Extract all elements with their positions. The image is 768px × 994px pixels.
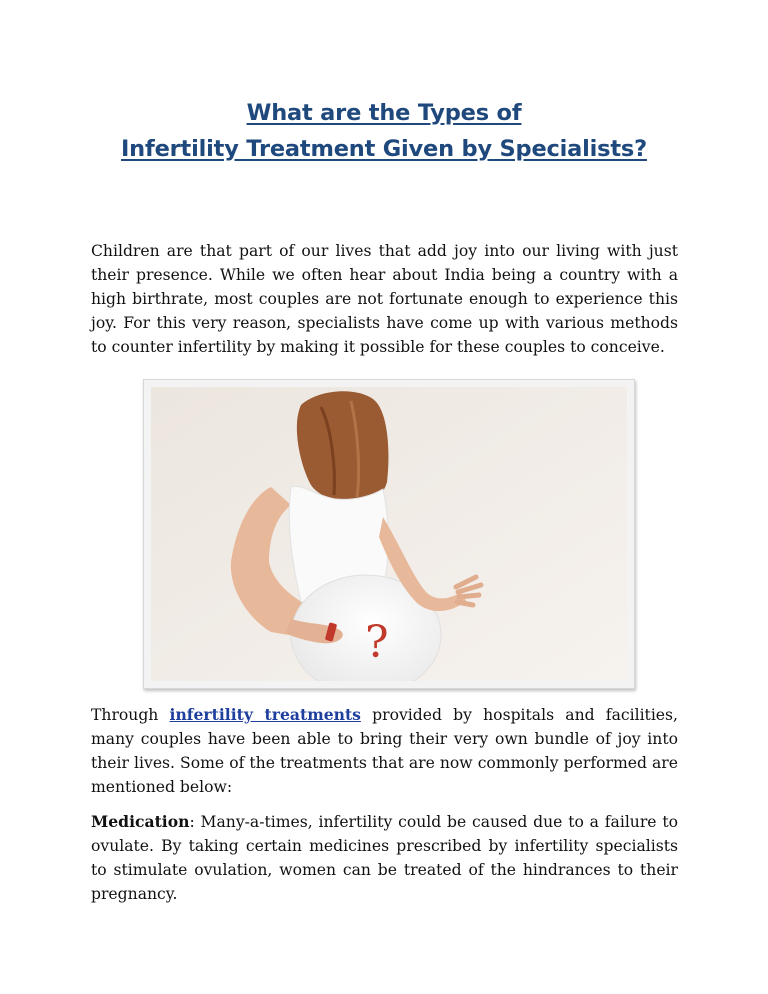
medication-term: Medication	[91, 812, 190, 831]
treatments-paragraph	[91, 703, 678, 799]
medication-paragraph	[91, 810, 678, 906]
intro-paragraph: Children are that part of our lives that add joy into our living with just their presence. While we often hear about India being a country with a high birthrate, most couples are not fortunate enough to experience this joy. For this very reason, specialists have come up with various methods to counter infertility by making it possible for these couples to conceive.	[91, 242, 678, 356]
woman-question-photo-icon	[151, 387, 627, 681]
infertility-treatments-link[interactable]: infertility treatments	[169, 705, 361, 724]
question-mark: ?	[365, 617, 389, 668]
title-line-1: What are the Types of	[246, 100, 522, 126]
medication-text: : Many-a-times, infertility could be caused due to a failure to ovulate. By taking certain medicines prescribed by infertility specialists to stimulate ovulation, women can be treated of the hindrances to their pregnancy.	[91, 813, 678, 903]
page-title	[40, 95, 728, 167]
article-photo	[143, 379, 635, 689]
treatments-rest-text: provided by hospitals and facilities, many couples have been able to bring their very own bundle of joy into their lives. Some of the treatments that are now commonly performed are mentioned below:	[91, 706, 678, 796]
treatments-intro-text: Through	[91, 706, 170, 724]
title-line-2: Infertility Treatment Given by Specialists?	[121, 136, 647, 162]
